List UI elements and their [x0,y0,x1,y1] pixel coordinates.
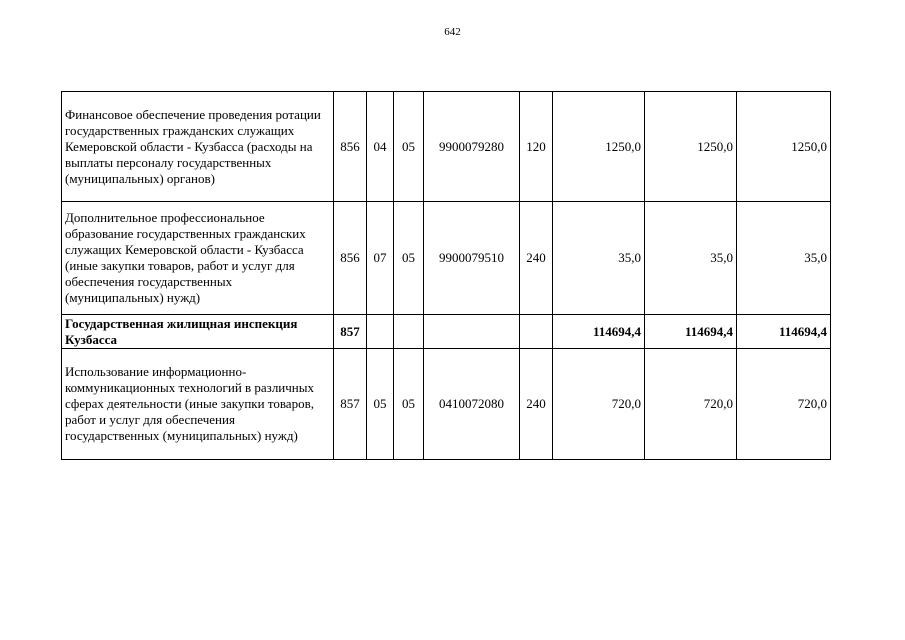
table-row [62,315,831,349]
amount-year-1: 1250,0 [553,92,645,202]
ministry-code: 856 [334,202,367,315]
amount-year-3: 1250,0 [737,92,831,202]
table-row [62,202,831,315]
target-article-code: 9900079280 [424,92,520,202]
ministry-code: 857 [334,349,367,460]
table-row [62,92,831,202]
section-code: 05 [367,349,394,460]
ministry-code: 856 [334,92,367,202]
row-name: Государственная жилищная инспекция Кузбасса [62,315,334,349]
budget-table [61,91,831,460]
target-article-code: 0410072080 [424,349,520,460]
row-name: Использование информационно-коммуникационных технологий в различных сферах деятельности (иные закупки товаров, работ и услуг для обеспечения государственных (муниципальных) нужд) [62,349,334,460]
amount-year-2: 114694,4 [645,315,737,349]
expense-type-code: 240 [520,202,553,315]
amount-year-1: 114694,4 [553,315,645,349]
table-row [62,349,831,460]
page-number: 642 [444,26,461,38]
amount-year-2: 1250,0 [645,92,737,202]
section-code: 07 [367,202,394,315]
row-name: Финансовое обеспечение проведения ротации государственных гражданских служащих Кемеровской области - Кузбасса (расходы на выплаты персоналу государственных (муниципальных) органов) [62,92,334,202]
subsection-code: 05 [394,92,424,202]
target-article-code [424,315,520,349]
amount-year-3: 114694,4 [737,315,831,349]
amount-year-2: 720,0 [645,349,737,460]
row-name: Дополнительное профессиональное образование государственных гражданских служащих Кемеровской области - Кузбасса (иные закупки товаров, работ и услуг для обеспечения государственных (муниципальных) нужд) [62,202,334,315]
subsection-code [394,315,424,349]
amount-year-3: 35,0 [737,202,831,315]
section-code: 04 [367,92,394,202]
subsection-code: 05 [394,202,424,315]
ministry-code: 857 [334,315,367,349]
amount-year-1: 720,0 [553,349,645,460]
amount-year-3: 720,0 [737,349,831,460]
section-code [367,315,394,349]
amount-year-2: 35,0 [645,202,737,315]
amount-year-1: 35,0 [553,202,645,315]
expense-type-code [520,315,553,349]
expense-type-code: 240 [520,349,553,460]
subsection-code: 05 [394,349,424,460]
expense-type-code: 120 [520,92,553,202]
target-article-code: 9900079510 [424,202,520,315]
